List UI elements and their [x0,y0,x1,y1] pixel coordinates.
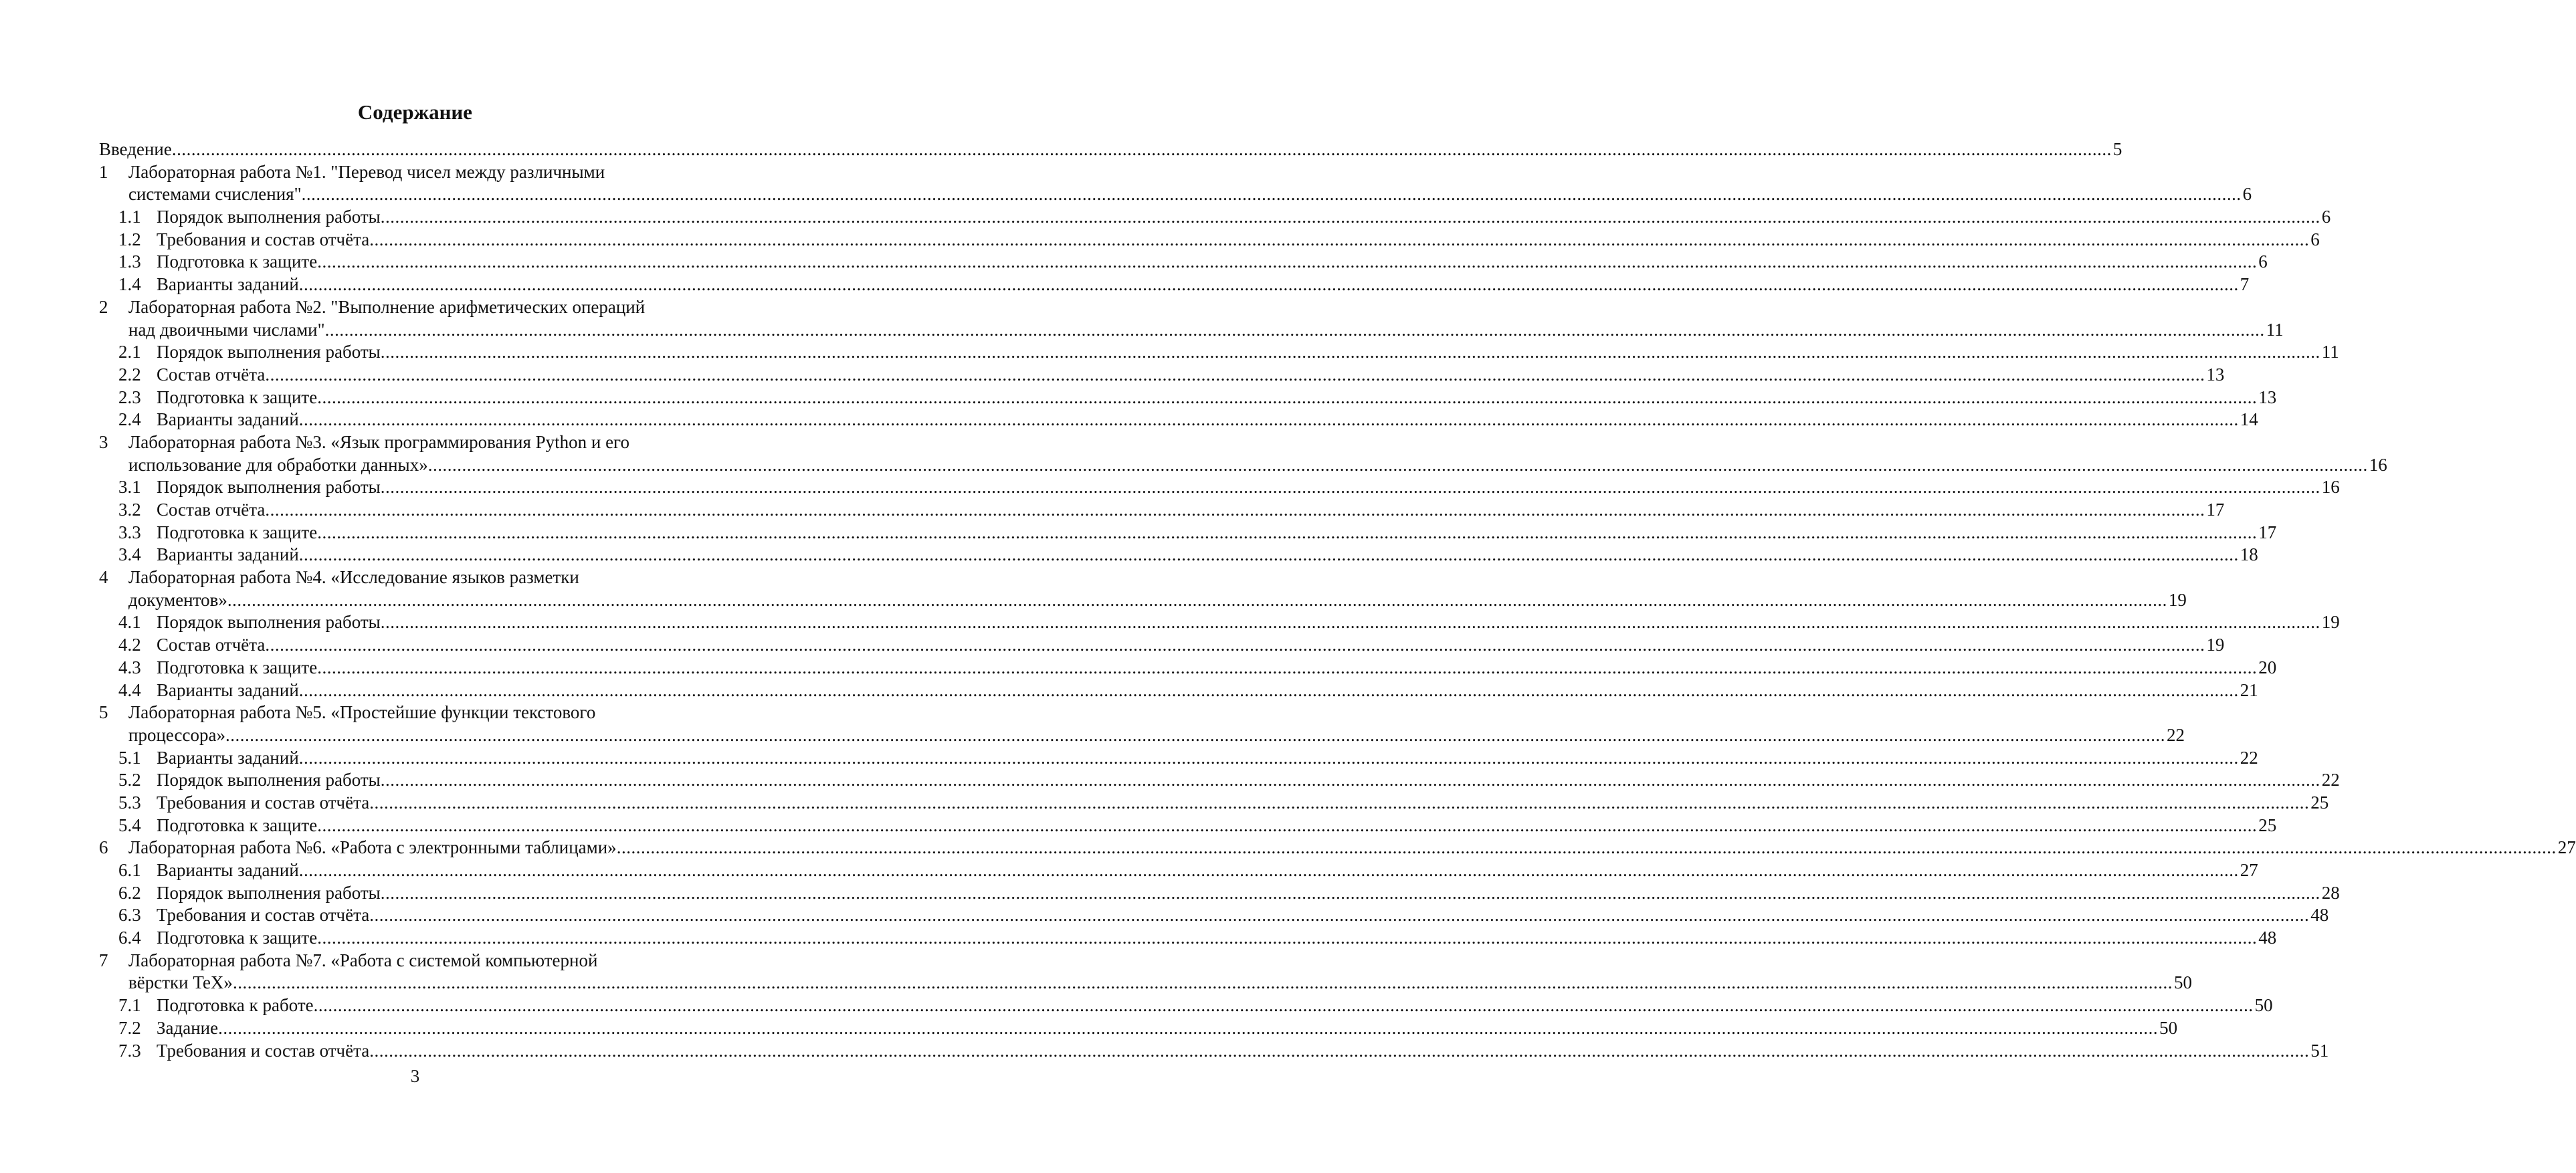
dot-leader: ................................................................................................................................................................................................................................................................................................................................................................................................................ [616,837,2557,858]
toc-entry-number: 5.2 [118,770,141,790]
toc-entry-title: документов» [128,589,227,610]
toc-entry-number: 7.1 [118,995,141,1016]
toc-entry[interactable] [99,274,2250,296]
toc-entry-number: 1 [99,161,108,182]
toc-entry-title: Лабораторная работа №6. «Работа с электронными таблицами» [128,837,617,858]
toc-entry-number: 4.1 [118,612,141,633]
toc-entry-page: 11 [2321,342,2339,362]
toc-entry-number: 7.2 [118,1017,141,1038]
toc-entry-title: Порядок выполнения работы [157,770,381,790]
toc-entry-number: 5.1 [118,747,141,768]
toc-entry-title: Порядок выполнения работы [157,342,381,362]
dot-leader: ................................................................................................................................................................................................................................................................................................................................................................................................................ [265,500,2205,520]
toc-entry-number: 6.1 [118,860,141,880]
toc-entry-page: 6 [2310,229,2320,249]
toc-entry-page: 50 [2159,1017,2178,1038]
toc-entry-title: Требования и состав отчёта [157,792,370,813]
toc-entry-number: 3.2 [118,500,141,520]
toc-entry-page: 19 [2168,589,2187,610]
toc-entry-title: Подготовка к защите [157,251,318,272]
toc-entry-number: 1.1 [118,207,141,227]
toc-entry-title: над двоичными числами" [128,319,325,340]
toc-entry-number: 1.3 [118,251,141,272]
dot-leader: ................................................................................................................................................................................................................................................................................................................................................................................................................ [298,274,2239,295]
dot-leader: ................................................................................................................................................................................................................................................................................................................................................................................................................ [380,207,2320,227]
toc-entry[interactable] [99,859,2258,882]
dot-leader: ................................................................................................................................................................................................................................................................................................................................................................................................................ [298,860,2239,880]
toc-entry-page: 21 [2240,679,2258,700]
toc-entry[interactable] [99,882,2340,905]
toc-entry[interactable] [99,904,2329,927]
dot-leader: ................................................................................................................................................................................................................................................................................................................................................................................................................ [369,792,2310,813]
toc-entry-page: 22 [2321,770,2340,790]
toc-entry-page: 16 [2369,454,2387,475]
toc-entry-title: вёрстки TeX» [128,972,233,993]
toc-entry[interactable] [99,229,2320,251]
toc-entry-title: Подготовка к защите [157,387,318,407]
page-title: Содержание [357,100,473,124]
dot-leader: ................................................................................................................................................................................................................................................................................................................................................................................................................ [313,995,2254,1016]
dot-leader: ................................................................................................................................................................................................................................................................................................................................................................................................................ [380,477,2320,498]
toc-entry-title: Состав отчёта [157,364,266,385]
toc-entry-number: 3.3 [118,522,141,542]
toc-entry-title: Варианты заданий [157,409,299,430]
toc-entry-number: 2.4 [118,409,141,430]
toc-entry-number: 5 [99,702,108,723]
toc-entry-page: 17 [2258,522,2277,542]
toc-entry[interactable] [99,815,2277,837]
toc-entry-page: 5 [2112,139,2122,159]
toc-entry-title: системами счисления" [128,184,302,205]
toc-entry-title: Задание [157,1017,219,1038]
page-number: 3 [410,1066,420,1086]
dot-leader: ................................................................................................................................................................................................................................................................................................................................................................................................................ [227,589,2167,610]
toc-entry[interactable] [99,769,2340,792]
dot-leader: ................................................................................................................................................................................................................................................................................................................................................................................................................ [380,882,2320,903]
toc-entry-page: 19 [2321,612,2340,633]
toc-entry[interactable] [99,927,2277,950]
toc-entry-title: Лабораторная работа №5. «Простейшие функции текстового [128,702,596,723]
toc-entry-title: Требования и состав отчёта [157,1040,370,1061]
toc-entry-page: 11 [2266,319,2284,340]
table-of-contents [99,138,2576,1062]
toc-entry-number: 2.3 [118,387,141,407]
toc-entry-number: 5.3 [118,792,141,813]
dot-leader: ................................................................................................................................................................................................................................................................................................................................................................................................................ [218,1017,2159,1038]
toc-entry[interactable] [99,1017,2178,1040]
toc-entry-number: 1.2 [118,229,141,249]
dot-leader: ................................................................................................................................................................................................................................................................................................................................................................................................................ [369,905,2310,926]
toc-entry-number: 4.4 [118,679,141,700]
toc-entry[interactable] [99,634,2225,657]
toc-entry-number: 1.4 [118,274,141,295]
dot-leader: ................................................................................................................................................................................................................................................................................................................................................................................................................ [317,387,2258,407]
toc-entry-number: 7.3 [118,1040,141,1061]
toc-entry[interactable] [99,747,2258,770]
dot-leader: ................................................................................................................................................................................................................................................................................................................................................................................................................ [317,251,2258,272]
toc-entry-title: Подготовка к защите [157,928,318,948]
toc-entry-title: Лабораторная работа №1. "Перевод чисел между различными [128,161,605,182]
toc-entry-page: 13 [2258,387,2277,407]
toc-entry-page: 51 [2310,1040,2329,1061]
dot-leader: ................................................................................................................................................................................................................................................................................................................................................................................................................ [265,364,2205,385]
toc-entry-title: Требования и состав отчёта [157,229,370,249]
toc-entry[interactable] [99,476,2340,499]
toc-entry-page: 7 [2240,274,2250,295]
toc-entry[interactable] [99,251,2268,274]
toc-entry-title: Варианты заданий [157,860,299,880]
toc-entry-title: Состав отчёта [157,635,266,655]
toc-entry-page: 48 [2310,905,2329,926]
toc-entry-number: 6.4 [118,928,141,948]
toc-entry[interactable] [99,972,2192,994]
toc-entry-title: Требования и состав отчёта [157,905,370,926]
toc-entry-page: 22 [2167,724,2185,745]
toc-entry-page: 17 [2206,500,2225,520]
toc-entry[interactable] [99,364,2225,387]
toc-entry-page: 6 [2321,207,2331,227]
toc-entry[interactable] [99,544,2258,566]
toc-entry-title: Лабораторная работа №2. "Выполнение арифметических операций [128,296,646,317]
toc-entry-title: Порядок выполнения работы [157,612,381,633]
toc-entry[interactable] [99,611,2340,634]
toc-entry-title: Введение [99,139,172,159]
toc-entry-page: 6 [2242,184,2252,205]
toc-entry[interactable] [99,296,703,319]
toc-entry-title: Варианты заданий [157,747,299,768]
toc-entry-title: Порядок выполнения работы [157,477,381,498]
toc-entry-number: 6.3 [118,905,141,926]
toc-entry-number: 2.2 [118,364,141,385]
toc-entry-page: 25 [2258,815,2277,835]
toc-entry-number: 2.1 [118,342,141,362]
dot-leader: ................................................................................................................................................................................................................................................................................................................................................................................................................ [298,679,2239,700]
toc-entry-number: 7 [99,950,108,970]
dot-leader: ................................................................................................................................................................................................................................................................................................................................................................................................................ [232,972,2173,993]
dot-leader: ................................................................................................................................................................................................................................................................................................................................................................................................................ [380,612,2320,633]
toc-entry-title: Лабораторная работа №4. «Исследование языков разметки [128,567,579,588]
toc-entry-number: 3.1 [118,477,141,498]
toc-entry-page: 14 [2240,409,2258,430]
toc-entry-number: 4 [99,567,108,588]
dot-leader: ................................................................................................................................................................................................................................................................................................................................................................................................................ [298,409,2239,430]
toc-entry-number: 2 [99,296,108,317]
toc-entry-page: 28 [2321,882,2340,903]
dot-leader: ................................................................................................................................................................................................................................................................................................................................................................................................................ [225,724,2166,745]
dot-leader: ................................................................................................................................................................................................................................................................................................................................................................................................................ [317,522,2258,542]
toc-entry-title: Варианты заданий [157,274,299,295]
toc-entry-page: 20 [2258,657,2277,677]
toc-entry-number: 3.4 [118,544,141,565]
toc-entry[interactable] [99,566,703,589]
toc-entry[interactable] [99,792,2329,815]
toc-entry[interactable] [99,138,2122,161]
toc-entry[interactable] [99,409,2258,431]
toc-entry-number: 6.2 [118,882,141,903]
toc-entry-page: 27 [2240,860,2258,880]
toc-entry-title: Варианты заданий [157,544,299,565]
dot-leader: ................................................................................................................................................................................................................................................................................................................................................................................................................ [369,229,2310,249]
dot-leader: ................................................................................................................................................................................................................................................................................................................................................................................................................ [317,657,2258,677]
toc-entry[interactable] [99,994,2273,1017]
dot-leader: ................................................................................................................................................................................................................................................................................................................................................................................................................ [171,139,2112,159]
toc-entry[interactable] [99,950,703,972]
toc-entry-title: Подготовка к защите [157,657,318,677]
toc-entry-title: Состав отчёта [157,500,266,520]
toc-entry[interactable] [99,522,2277,544]
toc-entry-page: 6 [2258,251,2268,272]
toc-entry[interactable] [99,161,703,184]
toc-entry[interactable] [99,702,703,724]
dot-leader: ................................................................................................................................................................................................................................................................................................................................................................................................................ [380,770,2320,790]
toc-entry[interactable] [99,431,703,454]
toc-entry-title: Лабораторная работа №7. «Работа с системой компьютерной [128,950,598,970]
toc-entry-page: 13 [2206,364,2225,385]
dot-leader: ................................................................................................................................................................................................................................................................................................................................................................................................................ [317,928,2258,948]
toc-entry-number: 5.4 [118,815,141,835]
toc-entry-title: Подготовка к защите [157,522,318,542]
toc-entry-title: Порядок выполнения работы [157,207,381,227]
toc-entry-number: 4.2 [118,635,141,655]
toc-entry[interactable] [99,183,2252,206]
toc-entry[interactable] [99,319,2284,342]
toc-entry[interactable] [99,454,2387,477]
toc-entry-page: 22 [2240,747,2258,768]
toc-entry[interactable] [99,341,2339,364]
dot-leader: ................................................................................................................................................................................................................................................................................................................................................................................................................ [427,454,2368,475]
toc-entry[interactable] [99,657,2277,679]
dot-leader: ................................................................................................................................................................................................................................................................................................................................................................................................................ [317,815,2258,835]
toc-entry-number: 4.3 [118,657,141,677]
toc-entry[interactable] [99,206,2331,229]
toc-entry-number: 3 [99,431,108,452]
dot-leader: ................................................................................................................................................................................................................................................................................................................................................................................................................ [369,1040,2310,1061]
toc-entry-title: Порядок выполнения работы [157,882,381,903]
dot-leader: ................................................................................................................................................................................................................................................................................................................................................................................................................ [298,747,2239,768]
toc-entry-page: 25 [2310,792,2329,813]
toc-entry-page: 27 [2557,837,2576,858]
dot-leader: ................................................................................................................................................................................................................................................................................................................................................................................................................ [265,635,2205,655]
toc-entry[interactable] [99,499,2225,522]
dot-leader: ................................................................................................................................................................................................................................................................................................................................................................................................................ [380,342,2320,362]
toc-entry-page: 48 [2258,928,2277,948]
toc-entry-page: 19 [2206,635,2225,655]
toc-entry-page: 16 [2321,477,2340,498]
toc-entry-title: Варианты заданий [157,679,299,700]
toc-entry-page: 50 [2173,972,2192,993]
toc-entry-title: использование для обработки данных» [128,454,428,475]
toc-entry-number: 6 [99,837,108,858]
toc-entry[interactable] [99,837,2576,859]
toc-entry[interactable] [99,679,2258,702]
toc-entry-page: 50 [2254,995,2273,1016]
toc-entry[interactable] [99,387,2277,409]
toc-entry[interactable] [99,724,2185,747]
toc-entry-page: 18 [2240,544,2258,565]
dot-leader: ................................................................................................................................................................................................................................................................................................................................................................................................................ [298,544,2239,565]
dot-leader: ................................................................................................................................................................................................................................................................................................................................................................................................................ [324,319,2265,340]
toc-entry-title: Подготовка к работе [157,995,314,1016]
dot-leader: ................................................................................................................................................................................................................................................................................................................................................................................................................ [301,184,2242,205]
toc-entry-title: Лабораторная работа №3. «Язык программирования Python и его [128,431,629,452]
toc-entry-title: Подготовка к защите [157,815,318,835]
toc-entry-title: процессора» [128,724,226,745]
toc-entry[interactable] [99,1040,2329,1063]
toc-entry[interactable] [99,589,2187,612]
